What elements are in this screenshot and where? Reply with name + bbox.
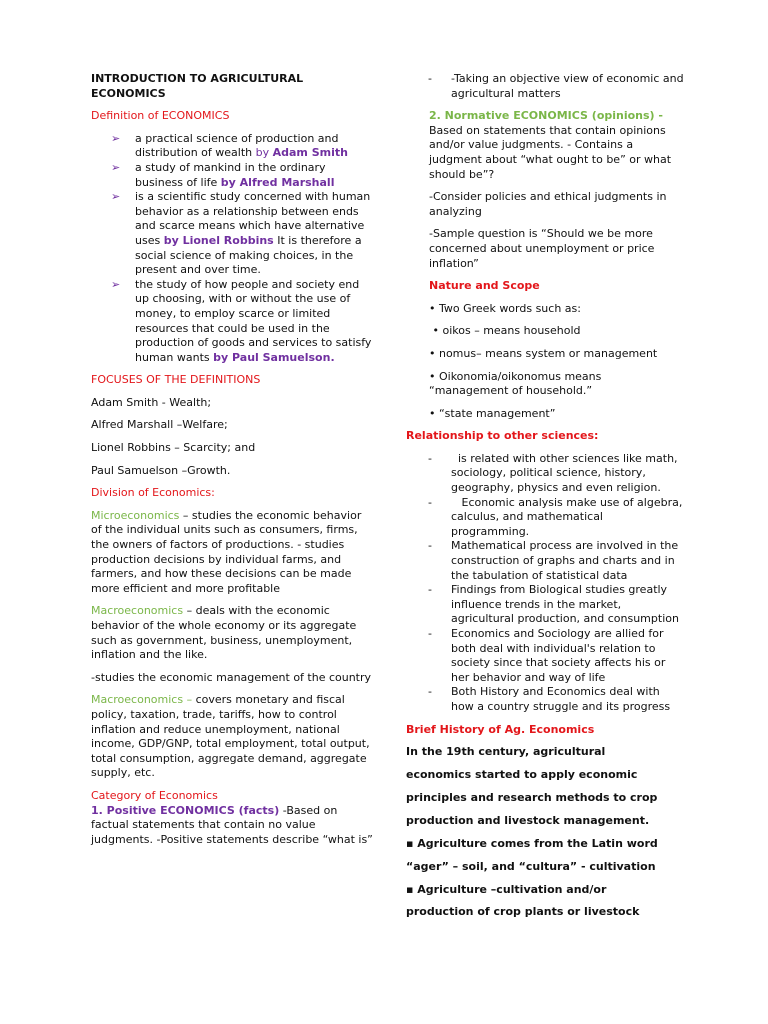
relationship-item (406, 496, 684, 540)
definition-item (91, 278, 373, 366)
micro-text: – studies the economic behavior of the individual units such as consumers, firms, the owners of factors of productions. - studies production decisions by individual farms, and farmers, and how these decisions can be made more efficient and more profitable (91, 508, 362, 595)
positive-text: -Based on factual statements that contain no value judgments. -Positive statements describe “what is” (91, 803, 373, 846)
relationship-item (406, 583, 684, 627)
nature-item: • Oikonomia/oikonomus means “management of household.” (429, 369, 602, 398)
definition-text: a practical science of production and distribution of wealth (135, 131, 339, 160)
macro-paragraph-2 (91, 693, 373, 781)
history-line: “ager” – soil, and “cultura” - cultivation (406, 859, 656, 873)
definition-list (91, 132, 373, 366)
definition-author: by Alfred Marshall (220, 175, 335, 189)
definition-item (91, 132, 373, 161)
history-line: production of crop plants or livestock (406, 905, 640, 919)
definition-author: Adam Smith (272, 146, 348, 160)
dash-bullet-icon: - (428, 451, 432, 465)
history-line: ▪ Agriculture comes from the Latin word (406, 836, 658, 850)
dash-bullet-icon: - (428, 72, 432, 85)
dash-bullet-icon: - (428, 539, 432, 553)
focuses-heading: FOCUSES OF THE DEFINITIONS (91, 373, 261, 387)
definition-by: by (255, 146, 273, 160)
macro-text-2: covers monetary and fiscal policy, taxation, trade, tariffs, how to control inflation and reduce unemployment, national income, GDP/GNP, total employment, total output, total consumption, aggregate demand, aggregate supply, etc. (91, 693, 370, 780)
nature-item: • Two Greek words such as: (429, 301, 581, 315)
dash-bullet-icon: - (428, 627, 432, 640)
positive-term: 1. Positive ECONOMICS (facts) (91, 803, 280, 817)
relationship-text: Economic analysis make use of algebra, calculus, and mathematical programming. (451, 495, 686, 538)
macro-paragraph (91, 604, 373, 662)
definition-text: a study of mankind in the ordinary business of life (135, 160, 326, 189)
relationship-item (406, 452, 684, 496)
macro-term-2: Macroeconomics – (91, 693, 193, 707)
history-line: ▪ Agriculture –cultivation and/or (406, 882, 607, 896)
history-section (406, 745, 684, 920)
definition-trail: It is therefore a social science of making choices, in the present and over time. (135, 233, 362, 277)
objective-text: -Taking an objective view of economic and agricultural matters (451, 72, 684, 100)
definition-author: by Paul Samuelson (213, 350, 331, 364)
relationship-text: is related with other sciences like math, sociology, political science, history, geography, physics and even religion. (451, 451, 682, 495)
arrow-bullet-icon: ➢ (111, 277, 121, 291)
relationship-item (406, 685, 684, 714)
dash-bullet-icon: - (428, 495, 432, 509)
arrow-bullet-icon: ➢ (111, 131, 121, 145)
micro-term: Microeconomics (91, 508, 180, 522)
relationship-text: Findings from Biological studies greatly influence trends in the market, agricultural production, and consumption (451, 583, 679, 626)
arrow-bullet-icon: ➢ (111, 160, 121, 174)
relationship-item (406, 539, 684, 583)
relationship-text: Economics and Sociology are allied for both deal with individual's relation to society since that society affects his or her behavior and way of life (451, 627, 666, 684)
right-column (406, 72, 684, 928)
definition-heading: Definition of ECONOMICS (91, 109, 230, 123)
relationship-text: Both History and Economics deal with how a country struggle and its progress (451, 685, 671, 713)
macro-text: – deals with the economic behavior of the whole economy or its aggregate such as government, business, unemployment, inflation and the like. (91, 604, 357, 662)
macro-note: -studies the economic management of the country (91, 670, 372, 684)
nature-item: • nomus– means system or management (429, 346, 658, 360)
definition-item (91, 161, 373, 190)
positive-paragraph (91, 804, 373, 848)
history-line: In the 19th century, agricultural (406, 745, 606, 759)
objective-list (406, 72, 684, 101)
normative-paragraph (406, 109, 684, 182)
category-heading: Category of Economics (91, 788, 218, 802)
definition-author: by Lionel Robbins (163, 233, 274, 247)
dash-bullet-icon: - (428, 685, 432, 699)
focus-item: Alfred Marshall –Welfare; (91, 418, 228, 432)
macro-term: Macroeconomics (91, 604, 184, 618)
nature-item: • “state management” (429, 406, 556, 420)
history-heading: Brief History of Ag. Economics (406, 722, 595, 736)
nature-heading: Nature and Scope (429, 279, 540, 293)
normative-text: Based on statements that contain opinions and/or value judgments. - Contains a judgment about “what ought to be” or what should be”? (429, 123, 672, 181)
history-line: principles and research methods to crop (406, 790, 658, 804)
focus-item: Paul Samuelson –Growth. (91, 463, 231, 477)
relationship-list (406, 452, 684, 715)
division-heading: Division of Economics: (91, 486, 215, 500)
arrow-bullet-icon: ➢ (111, 190, 121, 204)
nature-item: • oikos – means household (429, 324, 581, 338)
definition-text: is a scientific study concerned with human behavior as a relationship between ends and scarce means which have alternative uses (135, 190, 371, 247)
relationship-item (406, 627, 684, 685)
relationship-text: Mathematical process are involved in the construction of graphs and charts and in the tabulation of statistical data (451, 539, 679, 582)
micro-paragraph (91, 509, 373, 597)
consider-paragraph: -Consider policies and ethical judgments in analyzing (429, 190, 667, 218)
dash-bullet-icon: - (428, 583, 432, 597)
objective-item (406, 72, 684, 101)
definition-trail: . (330, 350, 335, 364)
definition-text: the study of how people and society end up choosing, with or without the use of money, to employ scarce or limited resources that could be used in the production of goods and services to satisfy human wants (135, 277, 372, 364)
focus-item: Lionel Robbins – Scarcity; and (91, 441, 256, 455)
sample-paragraph: -Sample question is “Should we be more concerned about unemployment or price inflation” (429, 227, 655, 270)
relationship-heading: Relationship to other sciences: (406, 429, 599, 443)
left-column (91, 72, 373, 855)
history-line: production and livestock management. (406, 813, 650, 827)
focus-item: Adam Smith - Wealth; (91, 395, 212, 409)
definition-item (91, 190, 373, 278)
document-title: INTRODUCTION TO AGRICULTURAL ECONOMICS (91, 72, 304, 100)
normative-term: 2. Normative ECONOMICS (opinions) - (429, 109, 663, 123)
history-line: economics started to apply economic (406, 768, 638, 782)
